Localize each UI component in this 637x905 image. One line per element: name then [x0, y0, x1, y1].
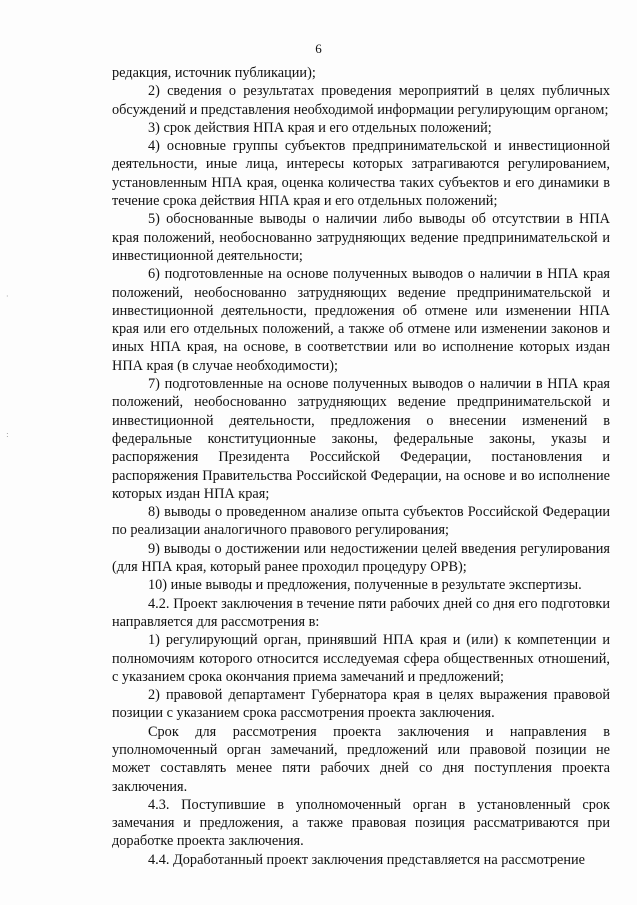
paragraph: редакция, источник публикации);	[112, 65, 316, 81]
page-number: 6	[315, 41, 322, 56]
paragraph: 2) сведения о результатах проведения мероприятий в целях публичных обсуждений и представления необходимой информации регулирующим органом;	[112, 83, 610, 118]
paragraph: 4.2. Проект заключения в течение пяти рабочих дней со дня его подготовки направляется для рассмотрения в:	[112, 595, 610, 630]
body-text	[112, 64, 610, 869]
paragraph: 6) подготовленные на основе полученных выводов о наличии в НПА края положений, необоснованно затрудняющих ведение предпринимательской и инвестиционной деятельности, предложения об отмене или изменении НПА края или его отдельных положений, а также об отмене или изменении законов и иных НПА края, на основе, в соответствии или во исполнение которых издан НПА края (в случае необходимости);	[112, 266, 610, 374]
paragraph: 4.4. Доработанный проект заключения представляется на рассмотрение	[148, 851, 586, 868]
paragraph: 8) выводы о проведенном анализе опыта субъектов Российской Федерации по реализации аналогичного правового регулирования;	[112, 504, 610, 539]
paragraph: 9) выводы о достижении или недостижении целей введения регулирования (для НПА края, который ранее проходил процедуру ОРВ);	[112, 540, 610, 576]
paragraph: Срок для рассмотрения проекта заключения и направления в уполномоченный орган замечаний, предложений или правовой позиции не может составлять менее пяти рабочих дней со дня поступления проекта заключения.	[112, 723, 610, 795]
paragraph: 5) обоснованные выводы о наличии либо выводы об отсутствии в НПА края положений, необоснованно затрудняющих ведение предпринимательской и инвестиционной деятельности;	[112, 211, 610, 264]
margin-mark: :	[6, 430, 9, 439]
paragraph: 3) срок действия НПА края и его отдельных положений;	[148, 119, 492, 136]
paragraph: 2) правовой департамент Губернатора края в целях выражения правовой позиции с указанием срока рассмотрения проекта заключения.	[112, 687, 610, 722]
paragraph: 10) иные выводы и предложения, полученные в результате экспертизы.	[148, 577, 582, 594]
paragraph: 7) подготовленные на основе полученных выводов о наличии в НПА края положений, необоснованно затрудняющих ведение предпринимательской и инвестиционной деятельности, предложения о внесении изменений в федеральные конституционные законы, федеральные законы, указы и распоряжения Президента Российской Федерации, постановления и распоряжения Правительства Российской Федерации, на основе и во исполнение которых издан НПА края;	[112, 376, 610, 502]
paragraph: 4.3. Поступившие в уполномоченный орган в установленный срок замечания и предложения, а также правовая позиция рассматриваются при доработке проекта заключения.	[112, 796, 610, 850]
paragraph: 4) основные группы субъектов предпринимательской и инвестиционной деятельности, иные лица, интересы которых затрагиваются регулированием, установленным НПА края, оценка количества таких субъектов и его динамики в течение срока действия НПА края и его отдельных положений;	[112, 138, 610, 210]
margin-mark: ·	[6, 292, 9, 301]
paragraph: 1) регулирующий орган, принявший НПА края и (или) к компетенции и полномочиям которого относится исследуемая сфера общественных отношений, с указанием срока окончания приема замечаний и предложений;	[112, 632, 610, 685]
